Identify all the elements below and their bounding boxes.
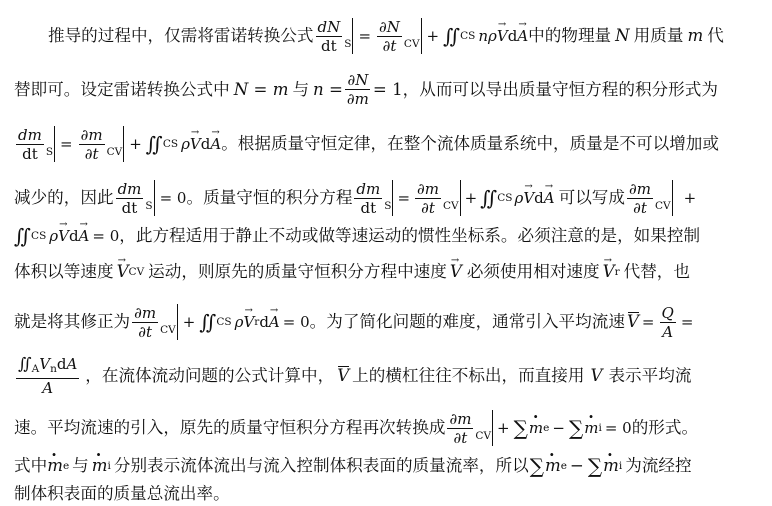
text-span: 中的物理量 xyxy=(528,26,612,45)
text-span: 替即可。设定雷诺转换公式中 xyxy=(14,79,230,99)
line-6: 体积以等速度 → V CV 运动，则原先的质量守恒积分方程中速度 → V 必须使用相对速度 → V r 代替，也 xyxy=(14,262,758,282)
text-span: 用质量 xyxy=(633,26,684,45)
line-8: $\frac{∬ _AV_ndA}{A}$ ，在流体流动问题的公式计算中， V 上的横杠往往不标出，而直接用 V 表示平均流 xyxy=(18,354,692,397)
text-span: ，从而可以导出质量守恒方程的积分形式为 xyxy=(402,79,718,99)
line-5: ∬ CS ρ → V d → A = 0 ，此方程适用于静止不动或做等速运动的惯性坐标系。必须注意的是，如果控制 xyxy=(14,226,758,246)
line-11: 制体积表面的质量总流出率。 xyxy=(14,484,230,503)
text-span: 推导的过程中，仅需将雷诺转换公式 xyxy=(48,26,314,45)
line-1: 推导的过程中，仅需将雷诺转换公式 $\frac{dN}{dt}$ S = $\frac{\partial N}{\partial t}$ CV + ∬ CS n ρ → V d → A 中的物理量 N 用质量 m 代 xyxy=(14,18,758,54)
line-3: $\frac{dm}{dt}$ S = $\frac{\partial m}{\partial t}$ CV + ∬ CS ρ → V d → A 。根据质量守恒定律，在整个流体质量系统中，质量是不可以增加或 xyxy=(14,126,758,162)
text-span: 。根据质量守恒定律，在整个流体质量系统中，质量是不可以增加或 xyxy=(221,134,719,153)
line-9: 速。平均流速的引入，原先的质量守恒积分方程再次转换成 $\frac{\partial m}{\partial t}$ CV + ∑ · m e − ∑ · m i = 0 的形式。 xyxy=(14,410,758,446)
line-4: 减少的，因此 $\frac{dm}{dt}$ S = 0 。质量守恒的积分方程 $\frac{dm}{dt}$ S = $\frac{\partial m}{\partial t}$ CV + ∬ CS ρ → V d → A 可以写成 $\frac{\partial m}{\partial t}$ CV + xyxy=(14,180,758,216)
formula-dm-dt: $\frac{dm}{dt}$ S xyxy=(14,126,55,162)
formula-pN-pt: $\frac{\partial N}{\partial t}$ CV xyxy=(375,18,422,54)
line-10: 式中 · m e 与 · m i 分别表示流体流出与流入控制体积表面的质量流率，所以 ∑ · m e − ∑ · m i 为流经控 xyxy=(14,456,758,476)
text-span: 代 xyxy=(707,26,724,45)
line-7: 就是将其修正为 $\frac{\partial m}{\partial t}$ CV + ∬ CS ρ → V r d → A = 0 。为了简化问题的难度，通常引入平均流速 V = $\frac{Q}{A}$ = xyxy=(14,304,758,340)
line-2: 替即可。设定雷诺转换公式中 N = m 与 n = $\frac{\partial N}{\partial m}$ = 1 ，从而可以导出质量守恒方程的积分形式为 xyxy=(14,71,718,108)
formula-dN-dt: $\frac{dN}{dt}$ S xyxy=(314,18,354,54)
